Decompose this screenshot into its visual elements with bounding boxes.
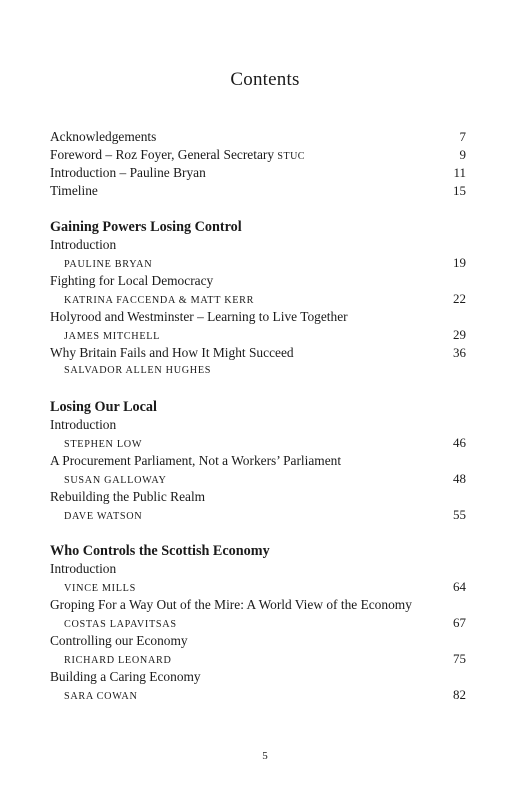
toc-entry-title: Timeline	[50, 183, 98, 198]
toc-entry-title: Building a Caring Economy	[50, 669, 201, 684]
toc-entry-title: Introduction	[50, 237, 117, 252]
chapter-author	[50, 650, 466, 668]
chapter-title	[50, 488, 466, 506]
toc-entry-page: 7	[459, 129, 466, 144]
toc-entry-page: 22	[453, 291, 466, 306]
toc-entry-page: 64	[453, 579, 466, 594]
toc-entry-title: Why Britain Fails and How It Might Succeed	[50, 345, 294, 360]
toc-entry-title: Holyrood and Westminster – Learning to Live Together	[50, 309, 348, 324]
chapter-author	[50, 614, 466, 632]
table-of-contents	[50, 128, 466, 704]
chapter-author	[50, 506, 466, 524]
author-name: SARA COWAN	[64, 691, 138, 702]
toc-entry-title: Rebuilding the Public Realm	[50, 489, 206, 504]
author-name: JAMES MITCHELL	[64, 331, 161, 342]
toc-entry-page: 48	[453, 471, 466, 486]
toc-entry-page: 19	[453, 255, 466, 270]
toc-entry-title	[50, 146, 305, 166]
toc-entry-title: Fighting for Local Democracy	[50, 273, 214, 288]
chapter-author	[50, 686, 466, 704]
toc-entry-timeline	[50, 182, 466, 200]
toc-entry-title: Acknowledgements	[50, 129, 157, 144]
toc-entry-page: 75	[453, 651, 466, 666]
chapter-title	[50, 416, 466, 434]
toc-entry-page: 67	[453, 615, 466, 630]
section-heading: Gaining Powers Losing Control	[50, 219, 242, 235]
toc-entry-page: 55	[453, 507, 466, 522]
page-number: 5	[262, 750, 268, 762]
chapter-title	[50, 308, 466, 326]
author-name: COSTAS LAPAVITSAS	[64, 619, 177, 630]
chapter-title	[50, 596, 466, 614]
chapter-title	[50, 668, 466, 686]
chapter-title	[50, 272, 466, 290]
author-name: PAULINE BRYAN	[64, 259, 153, 270]
toc-entry-page: 46	[453, 435, 466, 450]
author-name: DAVE WATSON	[64, 511, 143, 522]
toc-entry-title: A Procurement Parliament, Not a Workers’ Parliament	[50, 453, 342, 468]
toc-entry-title: Introduction	[50, 417, 117, 432]
author-name: RICHARD LEONARD	[64, 655, 172, 666]
author-name: SALVADOR ALLEN HUGHES	[64, 365, 212, 376]
toc-entry-title: Introduction – Pauline Bryan	[50, 165, 206, 180]
toc-entry-page: 36	[453, 345, 466, 360]
chapter-title	[50, 236, 466, 254]
chapter-title	[50, 344, 466, 362]
chapter-author	[50, 578, 466, 596]
chapter-author	[50, 470, 466, 488]
toc-entry-page: 29	[453, 327, 466, 342]
chapter-title	[50, 560, 466, 578]
toc-entry-title-text: Foreword – Roz Foyer, General Secretary	[50, 147, 278, 162]
toc-entry-page: 11	[453, 165, 466, 180]
toc-entry-foreword	[50, 146, 466, 164]
toc-entry-page: 9	[459, 147, 466, 162]
page-title: Contents	[230, 69, 300, 90]
chapter-author	[50, 362, 466, 380]
chapter-author	[50, 326, 466, 344]
chapter-author	[50, 254, 466, 272]
toc-entry-title: Introduction	[50, 561, 117, 576]
toc-entry-acknowledgements	[50, 128, 466, 146]
chapter-author	[50, 434, 466, 452]
section-heading: Losing Our Local	[50, 399, 157, 415]
toc-entry-introduction	[50, 164, 466, 182]
author-name: VINCE MILLS	[64, 583, 136, 594]
chapter-title	[50, 632, 466, 650]
author-name: STEPHEN LOW	[64, 439, 143, 450]
toc-entry-page: 82	[453, 687, 466, 702]
chapter-title	[50, 452, 466, 470]
author-name: SUSAN GALLOWAY	[64, 475, 167, 486]
section-heading: Who Controls the Scottish Economy	[50, 543, 270, 559]
chapter-author	[50, 290, 466, 308]
toc-entry-title: Groping For a Way Out of the Mire: A World View of the Economy	[50, 597, 412, 612]
toc-entry-page: 15	[453, 183, 466, 198]
author-name: KATRINA FACCENDA & MATT KERR	[64, 295, 255, 306]
toc-entry-title-smallcaps: STUC	[277, 151, 305, 162]
toc-entry-title: Controlling our Economy	[50, 633, 188, 648]
